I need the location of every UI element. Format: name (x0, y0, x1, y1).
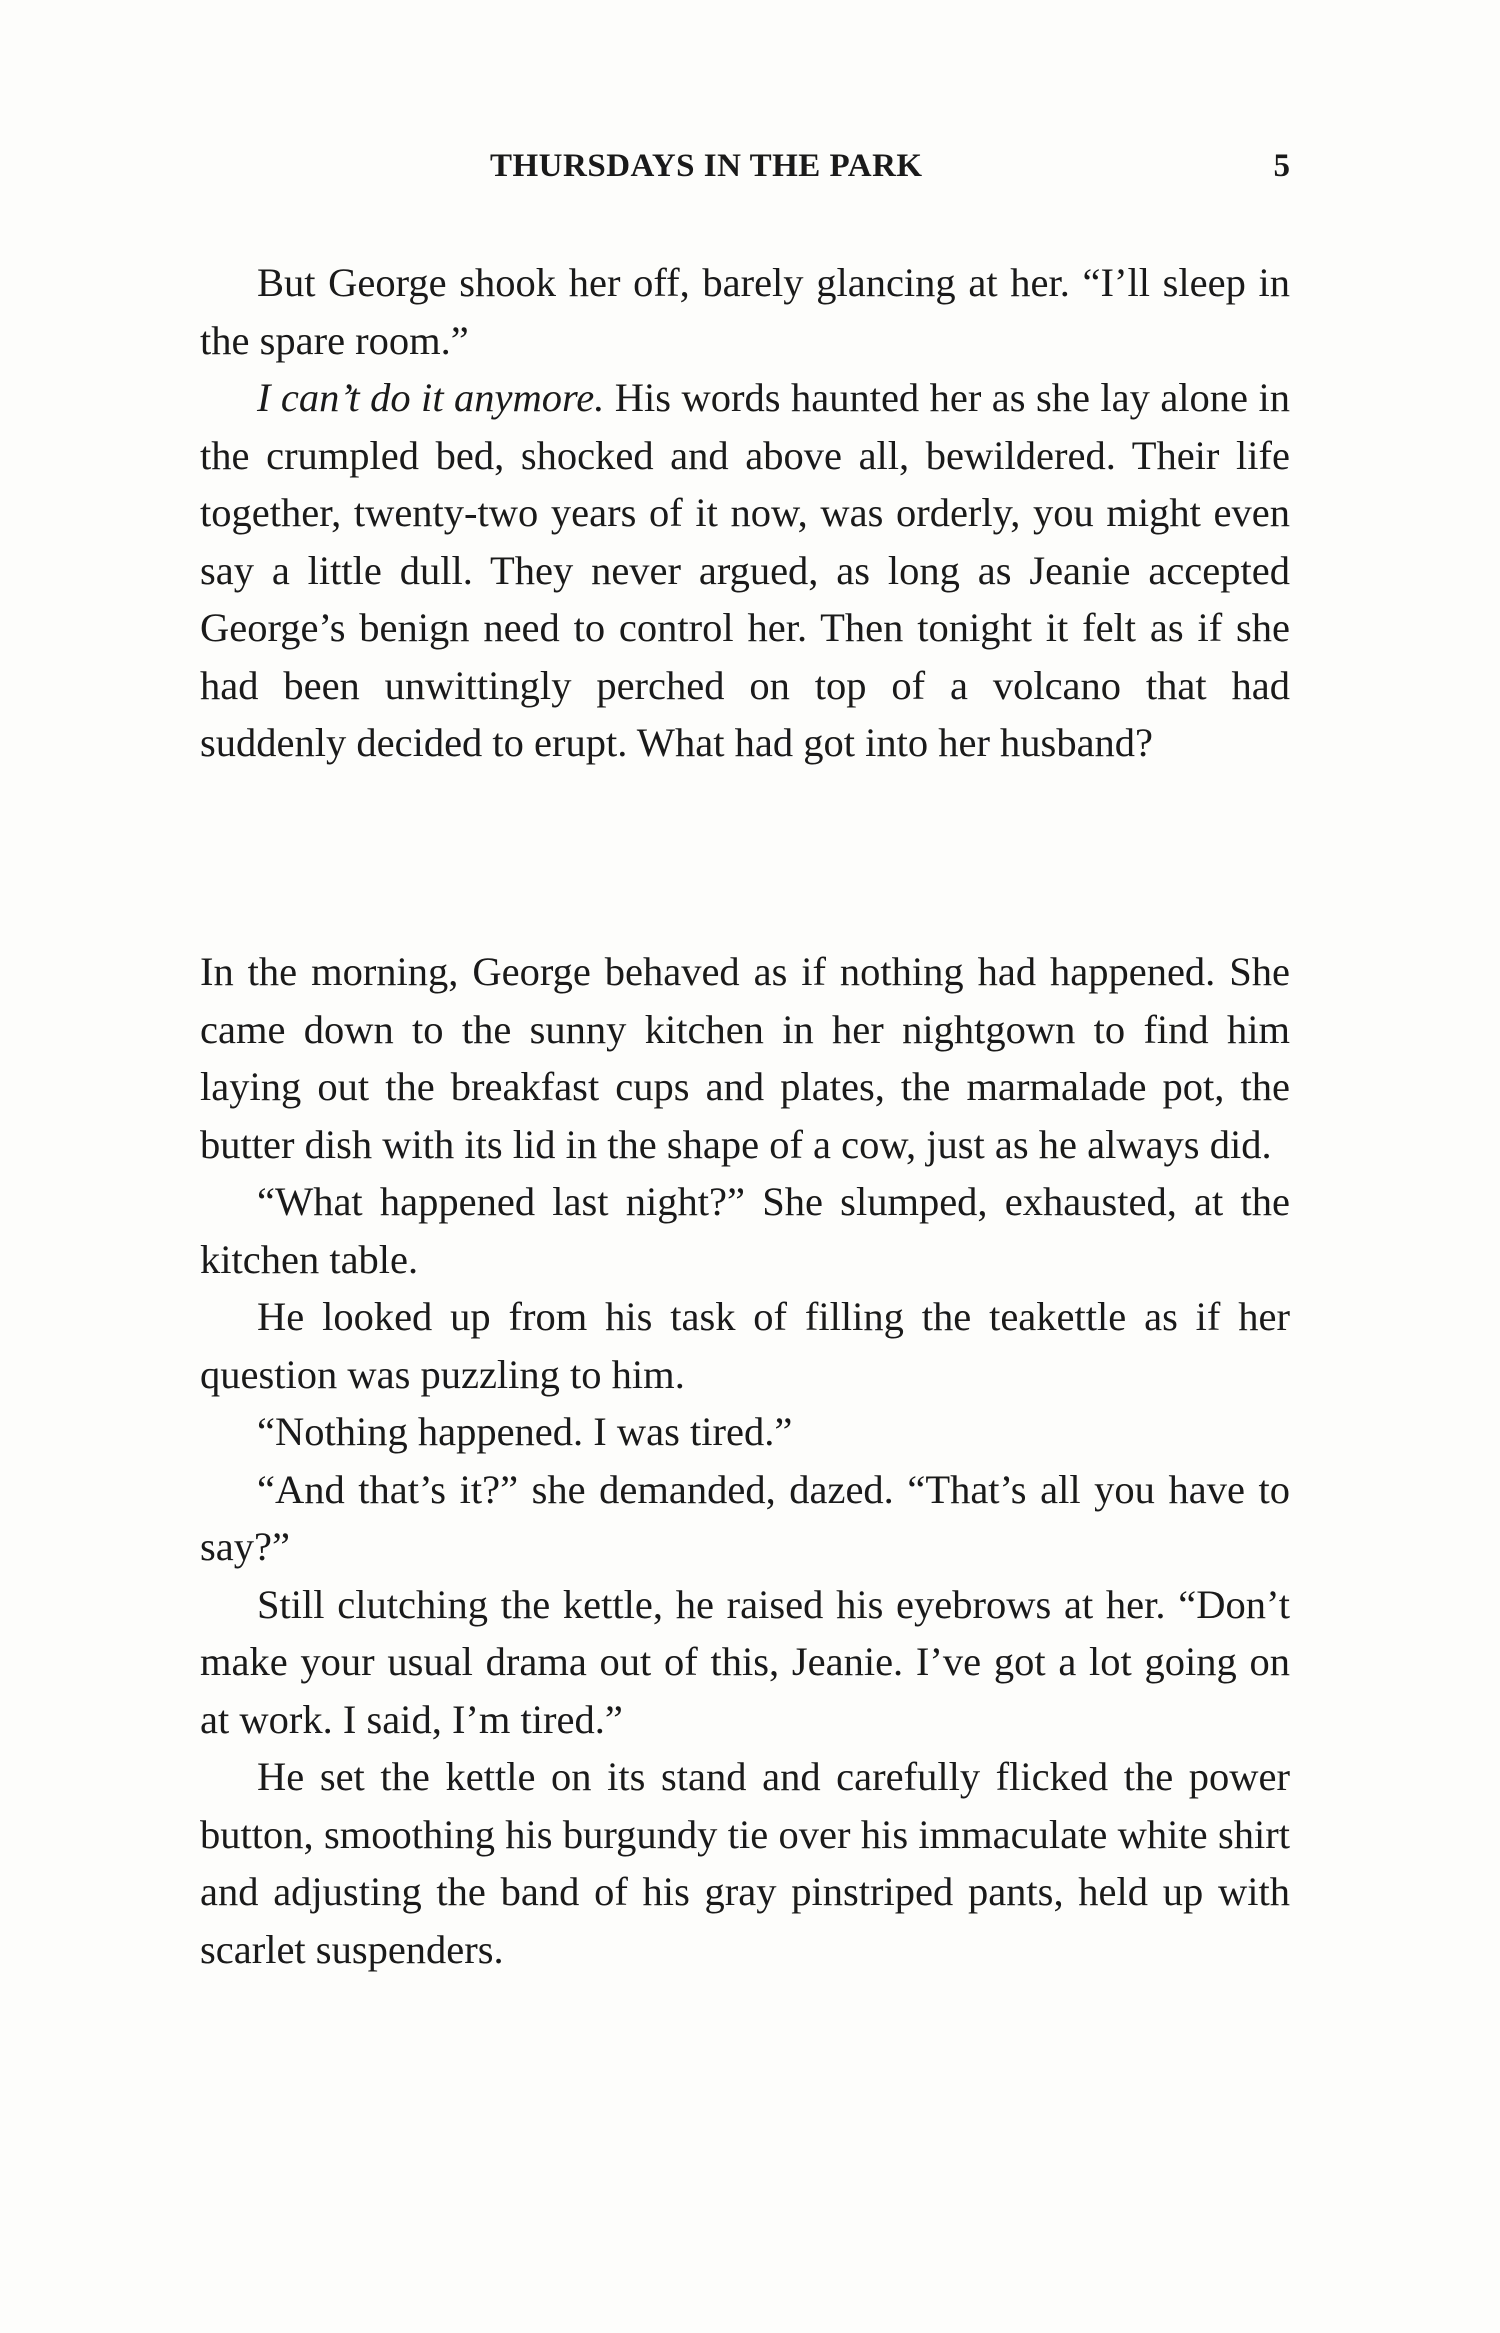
paragraph-text: His words haunted her as she lay alone in the crumpled bed, shocked and above all, bewildered. Their life together, twenty-two years of it now, was orderly, you might even say a little dull. They never argued, as long as Jeanie accepted George’s benign need to control her. Then tonight it felt as if she had been unwittingly perched on top of a volcano that had suddenly decided to erupt. What had got into her husband? (200, 375, 1290, 765)
running-head (200, 148, 1290, 198)
italic-thought: I can’t do it anymore. (257, 375, 605, 420)
paragraph: “And that’s it?” she demanded, dazed. “That’s all you have to say?” (200, 1466, 1290, 1569)
paragraph: But George shook her off, barely glancing at her. “I’ll sleep in the spare room.” (200, 260, 1290, 363)
paragraph: In the morning, George behaved as if nothing had happened. She came down to the sunny kitchen in her nightgown to find him laying out the breakfast cups and plates, the marmalade pot, the butter dish with its lid in the shape of a cow, just as he always did. (200, 949, 1290, 1167)
paragraph: Still clutching the kettle, he raised his eyebrows at her. “Don’t make your usual drama out of this, Jeanie. I’ve got a lot going on at work. I said, I’m tired.” (200, 1581, 1290, 1742)
paragraph: “Nothing happened. I was tired.” (257, 1409, 793, 1454)
text-block-2 (200, 943, 1290, 1978)
running-title: THURSDAYS IN THE PARK (490, 148, 923, 184)
paragraph (200, 369, 1290, 772)
page-number: 5 (1273, 148, 1290, 184)
text-block-1 (200, 254, 1290, 772)
paragraph: “What happened last night?” She slumped, exhausted, at the kitchen table. (200, 1179, 1290, 1282)
paragraph: He set the kettle on its stand and carefully flicked the power button, smoothing his burgundy tie over his immaculate white shirt and adjusting the band of his gray pinstriped pants, held up with scarlet suspenders. (200, 1754, 1290, 1972)
paragraph: He looked up from his task of filling the teakettle as if her question was puzzling to him. (200, 1294, 1290, 1397)
